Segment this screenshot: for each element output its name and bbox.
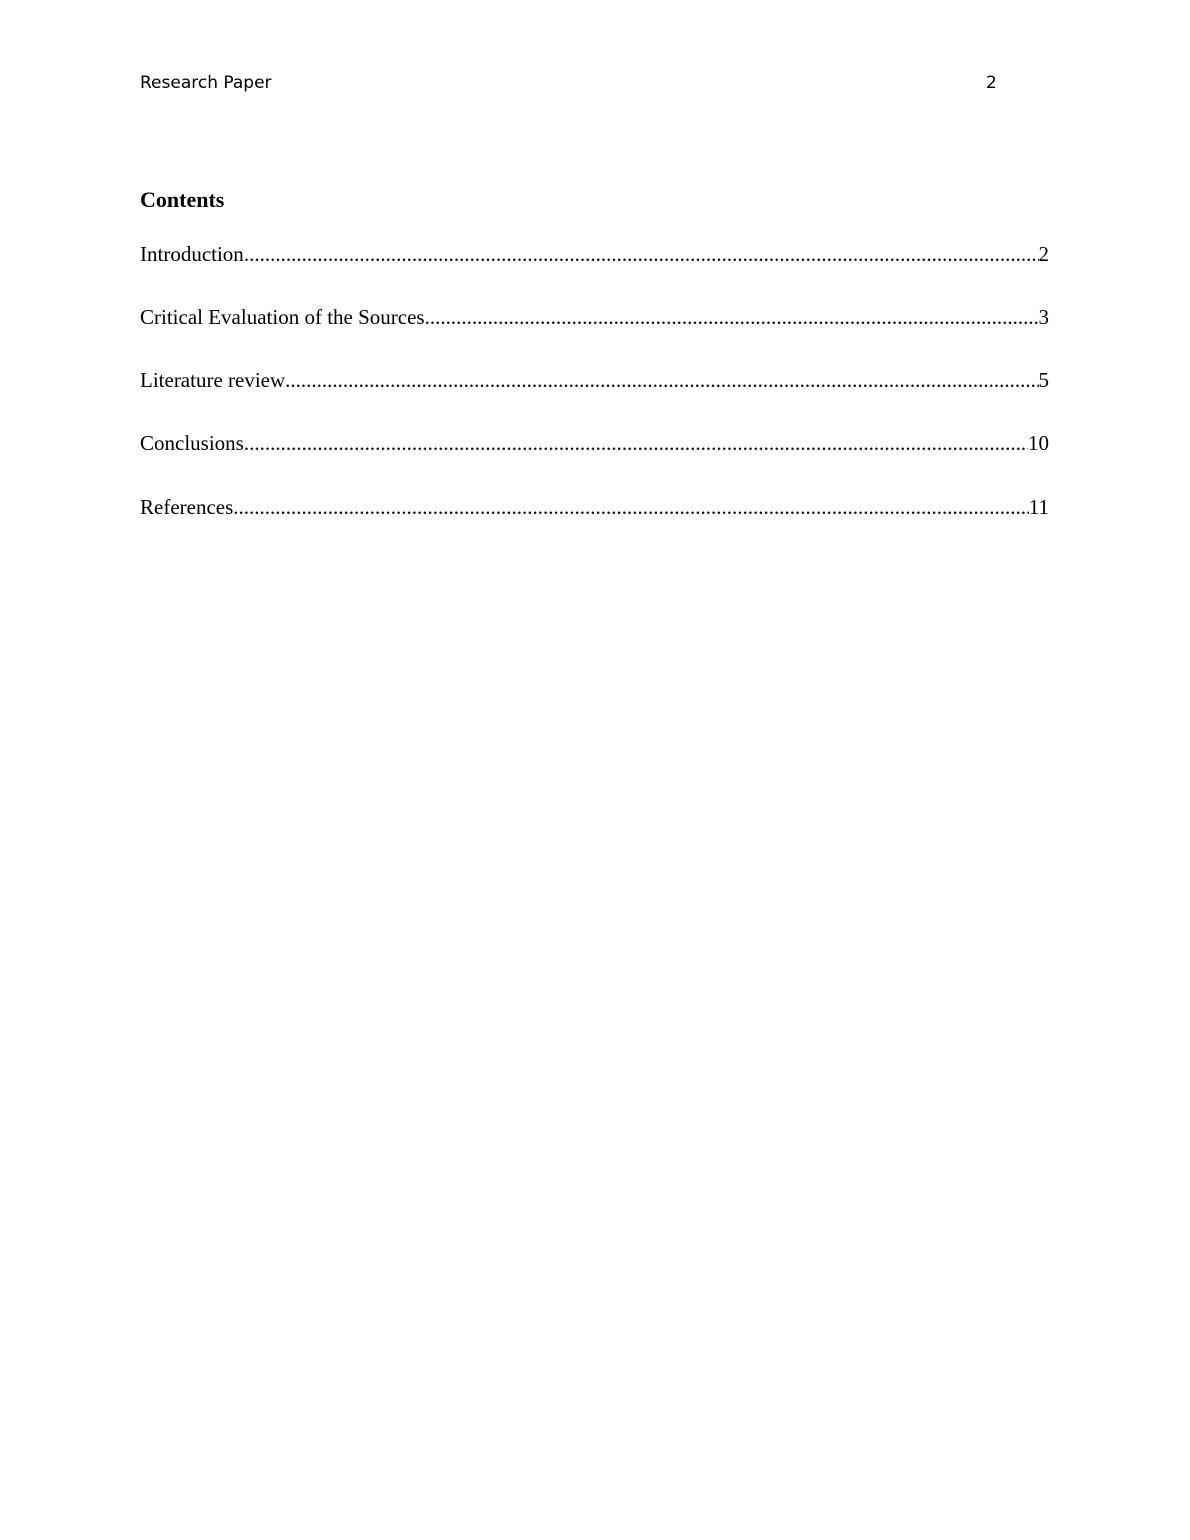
toc-entry-introduction[interactable] xyxy=(140,240,1049,268)
toc-entry-label: References xyxy=(140,495,234,519)
toc-dot-leader xyxy=(425,303,1039,331)
toc-entry-page: 3 xyxy=(1038,305,1049,329)
toc-entry-label: Literature review xyxy=(140,368,286,392)
toc-entry-label: Introduction xyxy=(140,242,244,266)
toc-entry-conclusions[interactable] xyxy=(140,429,1049,457)
toc-entry-page: 2 xyxy=(1038,242,1049,266)
toc-dot-leader xyxy=(285,366,1038,394)
page-number: 2 xyxy=(986,73,997,93)
toc-entry-references[interactable] xyxy=(140,493,1049,521)
running-head-title: Research Paper xyxy=(140,73,272,93)
toc-entry-critical-evaluation[interactable] xyxy=(140,303,1049,331)
toc-dot-leader xyxy=(244,240,1039,268)
toc-entry-label: Critical Evaluation of the Sources xyxy=(140,305,425,329)
toc-dot-leader xyxy=(233,493,1028,521)
toc-dot-leader xyxy=(244,429,1028,457)
toc-entry-page: 5 xyxy=(1038,368,1049,392)
toc-entry-label: Conclusions xyxy=(140,431,244,455)
toc-heading: Contents xyxy=(140,187,225,212)
toc-entry-page: 10 xyxy=(1028,431,1049,455)
toc-entry-page: 11 xyxy=(1028,495,1049,519)
toc-entry-literature-review[interactable] xyxy=(140,366,1049,394)
